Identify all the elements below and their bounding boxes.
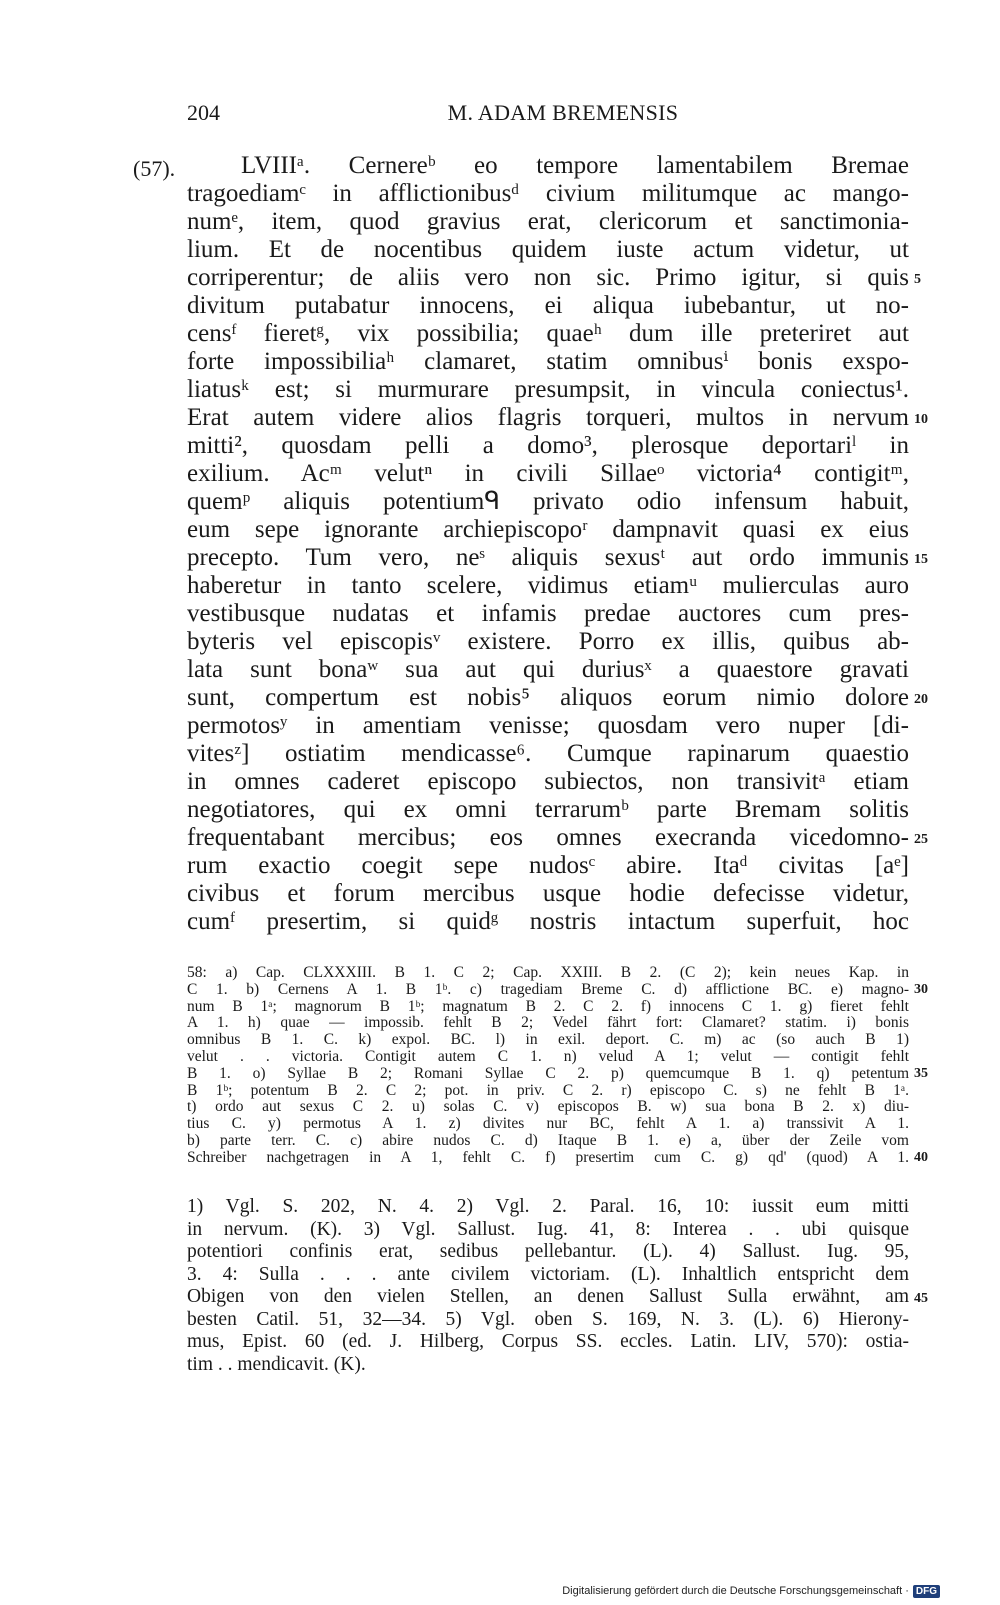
body-line-text: vitesᶻ] ostiatim mendicasse⁶. Cumque rapinarum quaestio — [187, 740, 909, 767]
apparatus-line — [187, 1083, 909, 1100]
apparatus-line — [187, 1015, 909, 1032]
body-line-text: negotiatores, qui ex omni terrarumᵇ parte Bremam solitis — [187, 796, 909, 823]
apparatus-line-text: B 1ᵇ; potentum B 2. C 2; pot. in priv. C 2. r) episcopo C. s) ne fehlt B 1ᵃ. — [187, 1081, 909, 1099]
body-line — [187, 656, 909, 684]
apparatus-line — [187, 1032, 909, 1049]
body-line-text: tragoediamᶜ in afflictionibusᵈ civium militumque ac mango- — [187, 180, 909, 207]
apparatus-line-text: Schreiber nachgetragen in A 1, fehlt C. f) presertim cum C. g) qd' (quod) A 1. — [187, 1148, 909, 1166]
apparatus-line — [187, 1049, 909, 1066]
footnote-line — [187, 1286, 928, 1309]
body-line-text: mitti², quosdam pelli a domo³, plerosque deportariˡ in — [187, 432, 909, 459]
body-line-text: divitum putabatur innocens, ei aliqua iubebantur, ut no- — [187, 292, 909, 319]
body-line-text: permotosʸ in amentiam venisse; quosdam vero nuper [di- — [187, 712, 909, 739]
body-line — [187, 796, 909, 824]
apparatus-line — [187, 1099, 909, 1116]
line-number: 10 — [914, 412, 928, 427]
body-line-text: forte impossibiliaʰ clamaret, statim omnibusⁱ bonis exspo- — [187, 348, 909, 375]
line-number: 15 — [914, 552, 928, 567]
footnote-line-text: tim . . mendicavit. (K). — [187, 1353, 366, 1375]
body-line — [187, 880, 909, 908]
footnote-line — [187, 1354, 909, 1377]
footnote-line — [187, 1309, 909, 1332]
body-line — [187, 376, 909, 404]
line-number: 45 — [914, 1291, 928, 1306]
body-line-text: haberetur in tanto scelere, vidimus etiamᵘ mulierculas auro — [187, 572, 909, 599]
apparatus-line — [187, 1116, 909, 1133]
body-line-text: exilium. Acᵐ velutⁿ in civili Sillaeᵒ victoria⁴ contigitᵐ, — [187, 460, 909, 487]
body-line — [187, 488, 909, 516]
body-line — [187, 852, 909, 880]
body-line — [187, 768, 909, 796]
critical-apparatus — [187, 964, 928, 1167]
apparatus-line-text: b) parte terr. C. c) abire nudos C. d) Itaque B 1. e) a, über der Zeile vom — [187, 1131, 909, 1149]
page-header — [187, 100, 909, 130]
apparatus-line — [187, 980, 928, 999]
body-line-text: censᶠ fieretᵍ, vix possibilia; quaeʰ dum ille preteriret aut — [187, 320, 909, 347]
body-line — [187, 600, 909, 628]
body-line-text: sunt, compertum est nobis⁵ aliquos eorum nimio dolore — [187, 684, 909, 711]
body-line-text: lium. Et de nocentibus quidem iuste actum videtur, ut — [187, 236, 909, 263]
apparatus-line-text: B 1. o) Syllae B 2; Romani Syllae C 2. p) quemcumque B 1. q) petentum — [187, 1064, 909, 1082]
body-line — [187, 740, 909, 768]
footnote-line — [187, 1264, 909, 1287]
line-number: 25 — [914, 832, 928, 847]
body-line-text: quemᵖ aliquis potentiumᑫ privato odio infensum habuit, — [187, 488, 909, 515]
footnote-line-text: 1) Vgl. S. 202, N. 4. 2) Vgl. 2. Paral. 16, 10: iussit eum mitti — [187, 1196, 909, 1217]
body-line — [187, 460, 909, 488]
footnote-line — [187, 1219, 909, 1242]
body-line — [187, 684, 928, 712]
body-line — [187, 824, 928, 852]
body-line — [187, 348, 909, 376]
body-line-text: frequentabant mercibus; eos omnes execranda vicedomno- — [187, 824, 909, 851]
footnote-line-text: potentiori confinis erat, sedibus pellebantur. (L). 4) Sallust. Iug. 95, — [187, 1241, 909, 1262]
body-line-text: numᵉ, item, quod gravius erat, clericorum et sanctimonia- — [187, 208, 909, 235]
body-line-text: vestibusque nudatas et infamis predae auctores cum pres- — [187, 600, 909, 627]
body-line-text: rum exactio coegit sepe nudosᶜ abire. Itaᵈ civitas [aᵉ] — [187, 852, 909, 879]
apparatus-line — [187, 1148, 928, 1167]
section-label: (57). — [133, 156, 176, 181]
body-line — [187, 572, 909, 600]
body-line — [187, 152, 909, 180]
footnote-line-text: in nervum. (K). 3) Vgl. Sallust. Iug. 41, 8: Interea . . ubi quisque — [187, 1218, 909, 1240]
body-line — [187, 208, 909, 236]
footnote-line — [187, 1196, 909, 1219]
apparatus-line-text: 58: a) Cap. CLXXXIII. B 1. C 2; Cap. XXIII. B 2. (C 2); kein neues Kap. in — [187, 964, 909, 981]
line-number: 35 — [914, 1065, 928, 1081]
body-line-text: in omnes caderet episcopo subiectos, non transivitᵃ etiam — [187, 768, 909, 795]
line-number: 20 — [914, 692, 928, 707]
main-text — [187, 152, 928, 936]
line-number: 40 — [914, 1149, 928, 1165]
apparatus-line — [187, 1133, 909, 1150]
body-line — [187, 544, 928, 572]
body-line-text: precepto. Tum vero, neˢ aliquis sexusᵗ aut ordo immunis — [187, 544, 909, 571]
body-line — [187, 320, 909, 348]
body-line — [187, 180, 909, 208]
body-line-text: LVIIIᵃ. Cernereᵇ eo tempore lamentabilem Bremae — [241, 152, 909, 179]
apparatus-line — [187, 965, 909, 982]
footnote-line-text: Obigen von den vielen Stellen, an denen Sallust Sulla erwähnt, am — [187, 1286, 909, 1307]
source-footnotes — [187, 1196, 928, 1376]
body-line-text: Erat autem videre alios flagris torqueri, multos in nervum — [187, 404, 909, 431]
body-line-text: cumᶠ presertim, si quidᵍ nostris intactum superfuit, hoc — [187, 908, 909, 935]
footnote-line-text: 3. 4: Sulla . . . ante civilem victoriam. (L). Inhaltlich entspricht dem — [187, 1263, 909, 1285]
body-line — [187, 712, 909, 740]
apparatus-line-text: A 1. h) quae — impossib. fehlt B 2; Vedel fährt fort: Clamaret? statim. i) bonis — [187, 1014, 909, 1032]
apparatus-line-text: C 1. b) Cernens A 1. B 1ᵇ. c) tragediam Breme C. d) afflictione BC. e) magno- — [187, 980, 909, 998]
dfg-logo: DFG — [913, 1585, 940, 1598]
apparatus-line — [187, 1064, 928, 1083]
body-line-text: byteris vel episcopisᵛ existere. Porro ex illis, quibus ab- — [187, 628, 909, 655]
digitization-footer — [562, 1583, 940, 1599]
apparatus-line-text: t) ordo aut sexus C 2. u) solas C. v) episcopos B. w) sua bona B 2. x) diu- — [187, 1098, 909, 1116]
apparatus-line-text: omnibus B 1. C. k) expol. BC. l) in exil. deport. C. m) ac (so auch B 1) — [187, 1031, 909, 1049]
body-line — [187, 236, 909, 264]
footnote-line — [187, 1241, 909, 1264]
line-number: 30 — [914, 981, 928, 997]
body-line — [187, 404, 928, 432]
running-title: M. ADAM BREMENSIS — [447, 100, 679, 125]
body-line-text: lata sunt bonaʷ sua aut qui duriusˣ a quaestore gravati — [187, 656, 909, 683]
body-line-text: civibus et forum mercibus usque hodie defecisse videtur, — [187, 880, 909, 907]
body-line — [187, 516, 909, 544]
apparatus-line-text: tius C. y) permotus A 1. z) divites nur BC, fehlt A 1. a) transsivit A 1. — [187, 1115, 909, 1133]
apparatus-line-text: num B 1ᵃ; magnorum B 1ᵇ; magnatum B 2. C 2. f) innocens C 1. g) fieret fehlt — [187, 997, 909, 1015]
page-number: 204 — [187, 100, 220, 125]
footer-credit: Digitalisierung gefördert durch die Deutsche Forschungsgemeinschaft · — [562, 1585, 909, 1597]
body-line — [187, 908, 909, 936]
footnote-line — [187, 1331, 909, 1354]
body-line — [187, 628, 909, 656]
body-line-text: eum sepe ignorante archiepiscopoʳ dampnavit quasi ex eius — [187, 516, 909, 543]
apparatus-line — [187, 999, 909, 1016]
body-line-text: corriperentur; de aliis vero non sic. Primo igitur, si quis — [187, 264, 909, 291]
body-line — [187, 432, 909, 460]
apparatus-line-text: velut . . victoria. Contigit autem C 1. n) velud A 1; velut — contigit fehlt — [187, 1047, 909, 1065]
footnote-line-text: mus, Epist. 60 (ed. J. Hilberg, Corpus SS. eccles. Latin. LIV, 570): ostia- — [187, 1331, 909, 1352]
body-line-text: liatusᵏ est; si murmurare presumpsit, in vincula coniectus¹. — [187, 376, 909, 403]
body-line — [187, 264, 921, 292]
footnote-line-text: besten Catil. 51, 32—34. 5) Vgl. oben S. 169, N. 3. (L). 6) Hierony- — [187, 1308, 909, 1330]
line-number: 5 — [914, 272, 921, 287]
body-line — [187, 292, 909, 320]
